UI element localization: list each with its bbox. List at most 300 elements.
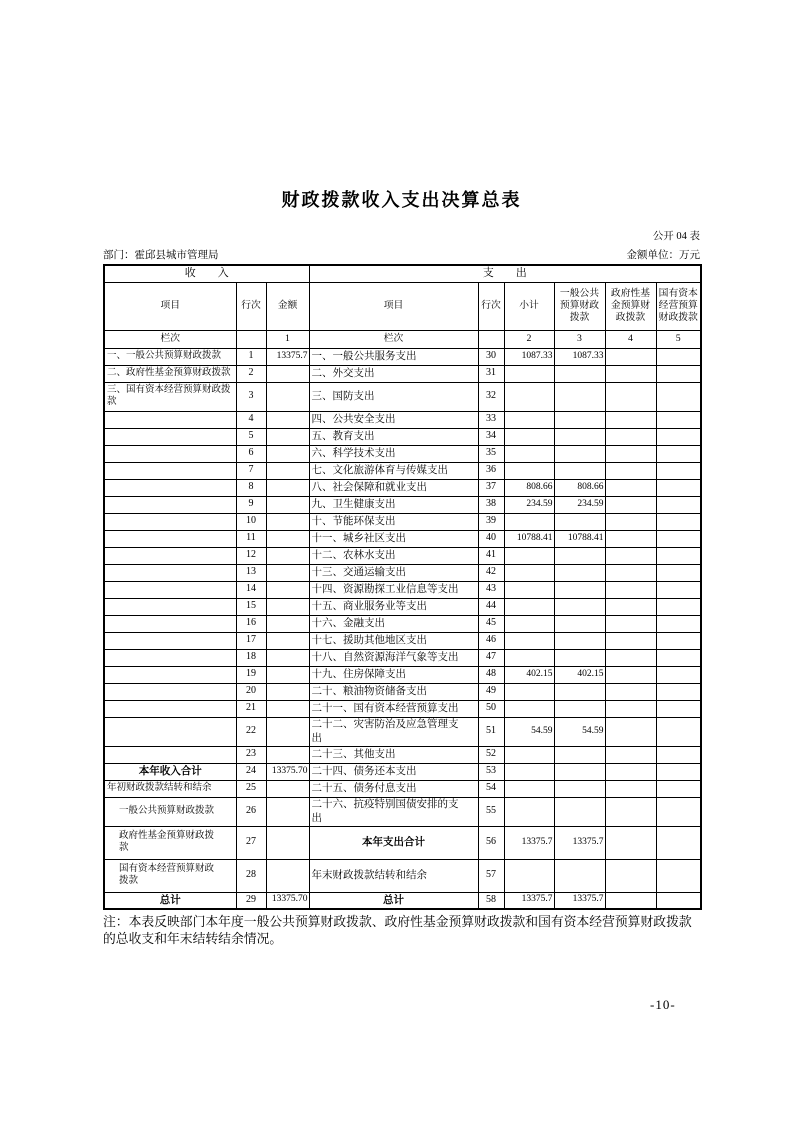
table-row [104,547,701,564]
income-line-header: 行次 [236,282,266,330]
expense-line-number-cell: 57 [478,859,504,892]
expense-item-cell: 一、一般公共服务支出 [309,348,478,365]
income-line-number-cell: 24 [236,763,266,780]
expense-item-cell: 十四、资源勘探工业信息等支出 [309,581,478,598]
income-amount-cell [266,632,309,649]
expense-state-capital-cell [656,666,701,683]
income-item-cell: 二、政府性基金预算财政拨款 [104,365,236,382]
income-line-number-cell: 27 [236,826,266,859]
table-row [104,700,701,717]
expense-state-capital-cell [656,513,701,530]
table-row [104,892,701,909]
section-header-row [104,265,701,282]
expense-item-cell: 五、教育支出 [309,428,478,445]
income-line-number-cell: 15 [236,598,266,615]
expense-line-number-cell: 35 [478,445,504,462]
expense-subtotal-cell [504,615,554,632]
income-line-index-cell [236,330,266,348]
income-item-cell [104,581,236,598]
expense-general-budget-cell [554,649,605,666]
expense-item-cell: 本年支出合计 [309,826,478,859]
income-line-number-cell: 21 [236,700,266,717]
income-item-cell [104,445,236,462]
expense-state-capital-cell [656,428,701,445]
table-body [104,348,701,909]
expense-gov-fund-cell [605,632,656,649]
expense-state-capital-cell [656,382,701,411]
expense-item-cell: 年末财政拨款结转和结余 [309,859,478,892]
form-code-label: 公开 04 表 [652,231,700,242]
income-line-number-cell: 11 [236,530,266,547]
income-amount-cell [266,564,309,581]
expense-gov-fund-cell [605,530,656,547]
income-item-cell [104,564,236,581]
expense-state-capital-cell [656,365,701,382]
expense-general-budget-cell [554,365,605,382]
expense-general-budget-cell [554,428,605,445]
income-item-cell [104,496,236,513]
table-row [104,763,701,780]
expense-state-capital-cell [656,797,701,826]
income-section-header: 收 入 [104,265,309,282]
expense-item-cell: 二十六、抗疫特别国债安排的支出 [309,797,478,826]
expense-line-number-cell: 33 [478,411,504,428]
expense-line-number-cell: 46 [478,632,504,649]
expense-state-capital-cell [656,411,701,428]
expense-line-number-cell: 52 [478,746,504,763]
table-row [104,581,701,598]
income-item-cell [104,530,236,547]
table-row [104,348,701,365]
income-item-cell [104,615,236,632]
income-amount-cell [266,530,309,547]
expense-gov-fund-cell [605,598,656,615]
expense-general-budget-cell [554,763,605,780]
page-title: 财政拨款收入支出决算总表 [281,190,522,210]
expense-state-capital-cell [656,547,701,564]
expense-line-number-cell: 42 [478,564,504,581]
expense-state-capital-cell [656,462,701,479]
income-line-number-cell: 23 [236,746,266,763]
expense-state-capital-cell [656,445,701,462]
expense-state-capital-index: 5 [656,330,701,348]
expense-state-capital-cell [656,746,701,763]
expense-line-number-cell: 53 [478,763,504,780]
expense-subtotal-cell [504,428,554,445]
expense-line-number-cell: 44 [478,598,504,615]
expense-state-capital-cell [656,632,701,649]
expense-state-capital-cell [656,598,701,615]
table-row [104,615,701,632]
income-line-number-cell: 20 [236,683,266,700]
expense-line-number-cell: 32 [478,382,504,411]
income-amount-cell [266,365,309,382]
expense-line-index-cell [478,330,504,348]
expense-subtotal-cell [504,513,554,530]
income-line-number-cell: 28 [236,859,266,892]
page-number: -10- [650,997,676,1012]
expense-subtotal-cell: 13375.7 [504,826,554,859]
expense-state-capital-cell [656,717,701,746]
expense-item-cell: 三、国防支出 [309,382,478,411]
expense-subtotal-cell [504,598,554,615]
expense-general-budget-cell [554,780,605,797]
income-item-cell: 本年收入合计 [104,763,236,780]
expense-gov-fund-cell [605,746,656,763]
income-item-cell: 国有资本经营预算财政拨款 [104,859,236,892]
expense-line-header: 行次 [478,282,504,330]
expense-general-budget-cell [554,445,605,462]
table-row [104,797,701,826]
expense-gov-fund-cell [605,445,656,462]
expense-gov-fund-cell [605,411,656,428]
expense-state-capital-cell [656,615,701,632]
expense-state-capital-cell [656,826,701,859]
expense-line-number-cell: 30 [478,348,504,365]
expense-general-budget-cell [554,581,605,598]
income-line-number-cell: 10 [236,513,266,530]
income-item-cell [104,632,236,649]
expense-line-number-cell: 45 [478,615,504,632]
expense-gov-fund-cell [605,859,656,892]
expense-state-capital-cell [656,763,701,780]
income-item-cell [104,513,236,530]
income-column-index-label: 栏次 [104,330,236,348]
expense-subtotal-cell [504,683,554,700]
expense-subtotal-cell: 10788.41 [504,530,554,547]
expense-gov-fund-cell [605,581,656,598]
income-line-number-cell: 17 [236,632,266,649]
expense-state-capital-cell [656,859,701,892]
expense-subtotal-cell [504,700,554,717]
income-item-cell [104,683,236,700]
expense-subtotal-cell [504,365,554,382]
expense-line-number-cell: 37 [478,479,504,496]
expense-line-number-cell: 41 [478,547,504,564]
expense-state-capital-cell [656,564,701,581]
expense-subtotal-cell [504,746,554,763]
expense-gov-fund-cell [605,700,656,717]
expense-general-budget-cell [554,859,605,892]
expense-general-budget-cell [554,797,605,826]
income-amount-cell: 13375.70 [266,892,309,909]
expense-line-number-cell: 55 [478,797,504,826]
expense-state-capital-cell [656,348,701,365]
income-amount-cell [266,649,309,666]
unit-label: 金额单位：万元 [626,250,700,261]
expense-state-capital-cell [656,530,701,547]
column-index-row [104,330,701,348]
expense-section-header: 支 出 [309,265,701,282]
income-amount-cell [266,666,309,683]
expense-line-number-cell: 54 [478,780,504,797]
expense-line-number-cell: 34 [478,428,504,445]
expense-gov-fund-cell [605,496,656,513]
table-row [104,513,701,530]
expense-gov-fund-cell [605,683,656,700]
income-item-cell [104,411,236,428]
expense-line-number-cell: 36 [478,462,504,479]
expense-item-cell: 二十三、其他支出 [309,746,478,763]
expense-subtotal-cell: 402.15 [504,666,554,683]
income-line-number-cell: 18 [236,649,266,666]
expense-gov-fund-cell [605,479,656,496]
expense-line-number-cell: 40 [478,530,504,547]
expense-item-cell: 四、公共安全支出 [309,411,478,428]
department-label: 部门：霍邱县城市管理局 [103,250,219,261]
expense-general-budget-cell [554,615,605,632]
expense-line-number-cell: 39 [478,513,504,530]
income-amount-cell [266,717,309,746]
expense-subtotal-cell [504,411,554,428]
income-item-header: 项目 [104,282,236,330]
expense-general-budget-cell [554,598,605,615]
income-item-cell: 三、国有资本经营预算财政拨款 [104,382,236,411]
expense-gov-fund-cell [605,797,656,826]
expense-general-budget-cell [554,564,605,581]
meta-row [103,247,700,262]
expense-line-number-cell: 51 [478,717,504,746]
expense-subtotal-index: 2 [504,330,554,348]
expense-subtotal-cell [504,649,554,666]
expense-subtotal-cell [504,859,554,892]
expense-state-capital-cell [656,496,701,513]
column-header-row [104,282,701,330]
table-row [104,666,701,683]
income-item-cell [104,666,236,683]
expense-item-cell: 六、科学技术支出 [309,445,478,462]
expense-general-budget-cell: 13375.7 [554,892,605,909]
expense-state-capital-cell [656,683,701,700]
expense-item-cell: 十七、援助其他地区支出 [309,632,478,649]
expense-state-capital-cell [656,581,701,598]
table-row [104,683,701,700]
table-note: 注：本表反映部门本年度一般公共预算财政拨款、政府性基金预算财政拨款和国有资本经营预算财政拨款的总收支和年末结转结余情况。 [103,915,692,947]
income-line-number-cell: 19 [236,666,266,683]
expense-general-budget-cell [554,700,605,717]
income-amount-cell [266,581,309,598]
expense-gov-fund-cell [605,615,656,632]
expense-line-number-cell: 58 [478,892,504,909]
expense-item-cell: 二十四、债务还本支出 [309,763,478,780]
expense-column-index-label: 栏次 [309,330,478,348]
expense-item-cell: 二、外交支出 [309,365,478,382]
income-amount-cell [266,462,309,479]
expense-subtotal-cell [504,797,554,826]
expense-general-budget-cell: 13375.7 [554,826,605,859]
income-item-cell [104,746,236,763]
income-line-number-cell: 6 [236,445,266,462]
expense-gov-fund-cell [605,717,656,746]
table-row [104,496,701,513]
income-line-number-cell: 29 [236,892,266,909]
income-amount-cell [266,496,309,513]
table-row [104,382,701,411]
expense-general-budget-cell: 808.66 [554,479,605,496]
expense-general-budget-cell: 402.15 [554,666,605,683]
expense-subtotal-cell [504,547,554,564]
expense-general-budget-cell [554,746,605,763]
expense-gov-fund-index: 4 [605,330,656,348]
expense-gov-fund-cell [605,462,656,479]
income-line-number-cell: 26 [236,797,266,826]
expense-item-cell: 十八、自然资源海洋气象等支出 [309,649,478,666]
expense-subtotal-cell [504,581,554,598]
expense-general-budget-header: 一般公共预算财政拨款 [554,282,605,330]
table-row [104,411,701,428]
table-row [104,428,701,445]
income-item-cell: 一般公共预算财政拨款 [104,797,236,826]
expense-line-number-cell: 43 [478,581,504,598]
income-item-cell [104,428,236,445]
expense-item-cell: 十一、城乡社区支出 [309,530,478,547]
expense-item-cell: 二十、粮油物资储备支出 [309,683,478,700]
table-row [104,632,701,649]
table-row [104,780,701,797]
expense-subtotal-cell: 54.59 [504,717,554,746]
expense-gov-fund-cell [605,763,656,780]
expense-gov-fund-cell [605,365,656,382]
expense-state-capital-header: 国有资本经营预算财政拨款 [656,282,701,330]
table-row [104,462,701,479]
income-line-number-cell: 25 [236,780,266,797]
page-content [103,0,700,949]
expense-line-number-cell: 49 [478,683,504,700]
table-row [104,746,701,763]
expense-gov-fund-cell [605,649,656,666]
expense-state-capital-cell [656,649,701,666]
table-row [104,365,701,382]
expense-gov-fund-cell [605,428,656,445]
expense-gov-fund-cell [605,513,656,530]
income-item-cell [104,598,236,615]
income-amount-cell [266,445,309,462]
table-row [104,445,701,462]
expense-general-budget-cell: 10788.41 [554,530,605,547]
expense-line-number-cell: 31 [478,365,504,382]
income-line-number-cell: 4 [236,411,266,428]
expense-item-header: 项目 [309,282,478,330]
table-row [104,598,701,615]
income-line-number-cell: 5 [236,428,266,445]
income-amount-cell [266,547,309,564]
table-row [104,717,701,746]
income-amount-cell [266,780,309,797]
expense-item-cell: 九、卫生健康支出 [309,496,478,513]
income-amount-cell [266,513,309,530]
table-row [104,826,701,859]
income-item-cell [104,479,236,496]
expense-item-cell: 七、文化旅游体育与传媒支出 [309,462,478,479]
expense-general-budget-cell [554,513,605,530]
table-row [104,564,701,581]
income-amount-cell [266,382,309,411]
expense-item-cell: 十九、住房保障支出 [309,666,478,683]
table-row [104,530,701,547]
expense-subtotal-header: 小计 [504,282,554,330]
expense-item-cell: 十三、交通运输支出 [309,564,478,581]
expense-item-cell: 十六、金融支出 [309,615,478,632]
income-amount-cell [266,746,309,763]
income-line-number-cell: 2 [236,365,266,382]
income-amount-cell [266,598,309,615]
expense-subtotal-cell: 234.59 [504,496,554,513]
expense-item-cell: 二十五、债务付息支出 [309,780,478,797]
income-item-cell: 年初财政拨款结转和结余 [104,780,236,797]
income-amount-cell [266,683,309,700]
expense-subtotal-cell [504,445,554,462]
expense-gov-fund-header: 政府性基金预算财政拨款 [605,282,656,330]
expense-subtotal-cell: 808.66 [504,479,554,496]
expense-item-cell: 二十一、国有资本经营预算支出 [309,700,478,717]
table-row [104,859,701,892]
expense-line-number-cell: 48 [478,666,504,683]
income-line-number-cell: 16 [236,615,266,632]
expense-general-budget-cell [554,632,605,649]
income-amount-cell: 13375.7 [266,348,309,365]
expense-general-budget-cell [554,547,605,564]
expense-general-budget-cell [554,382,605,411]
income-amount-cell [266,797,309,826]
income-amount-cell [266,479,309,496]
expense-general-budget-cell [554,411,605,428]
expense-subtotal-cell: 13375.7 [504,892,554,909]
expense-item-cell: 二十二、灾害防治及应急管理支出 [309,717,478,746]
expense-gov-fund-cell [605,780,656,797]
expense-general-budget-cell [554,683,605,700]
expense-gov-fund-cell [605,348,656,365]
income-item-cell: 政府性基金预算财政拨款 [104,826,236,859]
expense-state-capital-cell [656,700,701,717]
income-amount-cell [266,615,309,632]
expense-item-cell: 总计 [309,892,478,909]
expense-gov-fund-cell [605,547,656,564]
expense-subtotal-cell: 1087.33 [504,348,554,365]
income-amount-cell [266,859,309,892]
income-line-number-cell: 13 [236,564,266,581]
income-line-number-cell: 9 [236,496,266,513]
income-item-cell: 一、一般公共预算财政拨款 [104,348,236,365]
expense-general-budget-cell: 1087.33 [554,348,605,365]
final-accounts-table [103,264,702,910]
expense-item-cell: 十二、农林水支出 [309,547,478,564]
income-item-cell [104,462,236,479]
expense-subtotal-cell [504,382,554,411]
income-line-number-cell: 8 [236,479,266,496]
income-line-number-cell: 12 [236,547,266,564]
expense-gov-fund-cell [605,382,656,411]
income-item-cell [104,717,236,746]
income-amount-cell [266,826,309,859]
expense-gov-fund-cell [605,826,656,859]
expense-general-budget-cell: 54.59 [554,717,605,746]
expense-item-cell: 八、社会保障和就业支出 [309,479,478,496]
expense-subtotal-cell [504,564,554,581]
table-row [104,649,701,666]
income-line-number-cell: 7 [236,462,266,479]
expense-gov-fund-cell [605,892,656,909]
income-amount-header: 金额 [266,282,309,330]
income-line-number-cell: 1 [236,348,266,365]
income-line-number-cell: 3 [236,382,266,411]
income-item-cell [104,547,236,564]
income-item-cell: 总计 [104,892,236,909]
income-amount-cell [266,428,309,445]
table-row [104,479,701,496]
expense-general-index: 3 [554,330,605,348]
income-amount-index: 1 [266,330,309,348]
expense-general-budget-cell: 234.59 [554,496,605,513]
